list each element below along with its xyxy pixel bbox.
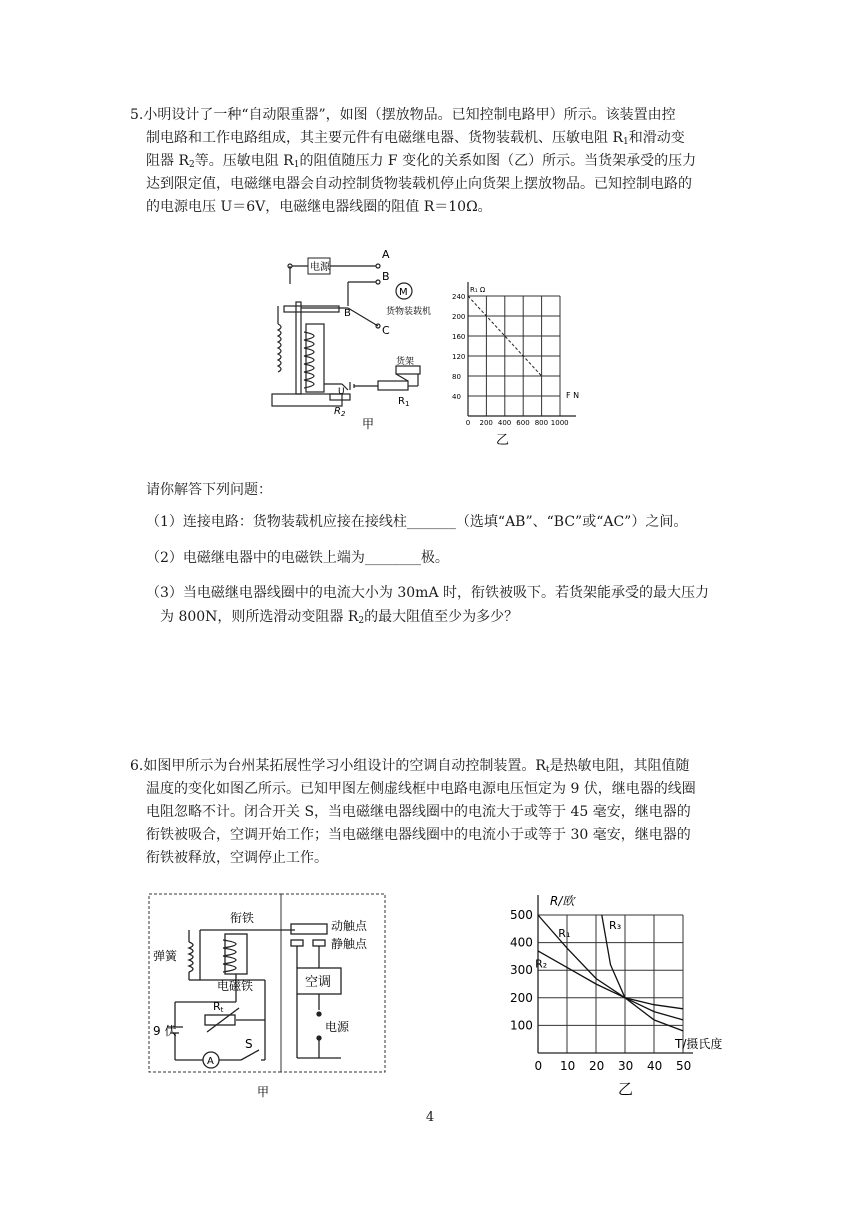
power-label: 电源 [310,262,330,273]
y-tick-label: 240 [452,293,466,301]
q5-line-5: 的电源电压 U＝6V，电磁继电器线圈的阻值 R＝10Ω。 [146,199,492,215]
post-b2: B [344,308,351,319]
q5-sub-question-1: （1）连接电路：货物装载机应接在接线柱_______（选填“AB”、“BC”或“AC”）之间。 [146,514,688,530]
x-tick-label: 1000 [550,419,569,427]
post-a: A [382,248,390,261]
q5-line-1: 5.小明设计了一种“自动限重器”，如图（摆放物品。已知控制电路甲）所示。该装置由控 [130,107,676,123]
y-axis-label: R/欧 [550,894,575,908]
x-tick-label: 50 [676,1059,692,1073]
q6-circuit-figure [145,890,395,1105]
x-tick-label: 800 [534,419,549,427]
q5-circuit-figure [268,244,448,434]
chart-caption: 乙 [496,433,510,448]
r1-label: $R_1$ [398,396,410,408]
q5-pressure-chart [446,262,596,448]
series-label-3: R₃ [609,918,622,932]
q6-resistance-chart [500,880,790,1102]
series-label-1: R₁ [558,927,571,941]
spring-label: 弹簧 [153,949,178,963]
y-tick-label: 200 [510,990,533,1005]
x-axis-label: T/摄氏度 [675,1037,723,1051]
post-b: B [382,270,390,283]
switch-label: S [245,1037,253,1051]
y-tick-label: 400 [510,935,533,950]
y-tick-label: 120 [452,353,466,361]
fig-caption-jia-2: 甲 [257,1085,270,1099]
q5-sub-question-3a: （3）当电磁继电器线圈中的电流大小为 30mA 时，衔铁被吸下。若货架能承受的最大压力 [146,585,710,601]
y-tick-label: 40 [452,393,461,401]
q6-line-1: 6.如图甲所示为台州某拓展性学习小组设计的空调自动控制装置。$R_t$是热敏电阻，其阻值随 [130,758,690,775]
x-tick-label: 0 [534,1059,543,1073]
x-axis-label: F N [566,391,580,400]
y-tick-label: 80 [452,373,461,381]
armature-label: 衔铁 [230,911,255,925]
y-axis-label: R₁ Ω [470,286,486,294]
series-line-2 [538,951,683,1009]
power-source-label: 电源 [325,1020,350,1034]
q5-sub-question-2: （2）电磁继电器中的电磁铁上端为________极。 [146,550,449,566]
q5-sub-question-3b: 为 800N，则所选滑动变阻器 $R_2$的最大阻值至少为多少？ [160,609,519,626]
x-tick-label: 20 [589,1059,605,1073]
rt-label: Rt [213,1000,224,1014]
loader-label: 货物装载机 [386,307,432,317]
electromagnet-label: 电磁铁 [217,979,254,993]
series-line-3 [602,915,683,1031]
x-tick-label: 30 [618,1059,634,1073]
q5-line-2: 制电路和工作电路组成，其主要元件有电磁继电器、货物装载机、压敏电阻 $R_1$和滑动变 [146,130,685,147]
q6-line-5: 衔铁被释放，空调停止工作。 [146,850,328,866]
post-c: C [382,324,390,337]
q6-line-2: 温度的变化如图乙所示。已知甲图左侧虚线框中电路电源电压恒定为 9 伏，继电器的线圈 [146,781,696,797]
y-tick-label: 500 [510,908,533,922]
x-tick-label: 40 [647,1059,663,1073]
x-tick-label: 0 [465,419,471,427]
motor-icon: M [399,287,408,298]
page-number: 4 [425,1110,435,1125]
fig-caption-jia: 甲 [362,417,375,431]
q6-line-4: 衔铁被吸合，空调开始工作；当电磁继电器线圈中的电流小于或等于 30 毫安，继电器的 [146,827,691,843]
air-conditioner-label: 空调 [305,975,332,990]
series-label-2: R₂ [535,957,548,971]
y-tick-label: 300 [510,963,533,978]
shelf-label: 货架 [396,357,415,367]
x-tick-label: 200 [479,419,493,427]
q5-prompt: 请你解答下列问题： [146,482,272,498]
q6-line-3: 电阻忽略不计。闭合开关 S，当电磁继电器线圈中的电流大于或等于 45 毫安，继电器的 [146,804,691,820]
y-tick-label: 160 [452,333,466,341]
q5-line-3: 阻器 $R_2$等。压敏电阻 $R_1$的阻值随压力 F 变化的关系如图（乙）所示。当货架承受的压力 [146,153,697,170]
ammeter-icon: A [207,1056,214,1067]
static-contact-label: 静触点 [331,937,368,951]
y-tick-label: 200 [452,313,466,321]
q5-line-4: 达到限定值，电磁继电器会自动控制货物装载机停止向货架上摆放物品。已知控制电路的 [146,176,692,192]
chart-caption: 乙 [618,1080,634,1098]
x-tick-label: 600 [516,419,530,427]
r2-label: $R_2$ [334,406,346,418]
moving-contact-label: 动触点 [331,919,368,933]
x-tick-label: 10 [560,1059,576,1073]
x-tick-label: 400 [497,419,512,427]
y-tick-label: 100 [510,1018,533,1033]
u-label: U [338,387,345,397]
voltage-label: 9 伏 [153,1024,177,1038]
